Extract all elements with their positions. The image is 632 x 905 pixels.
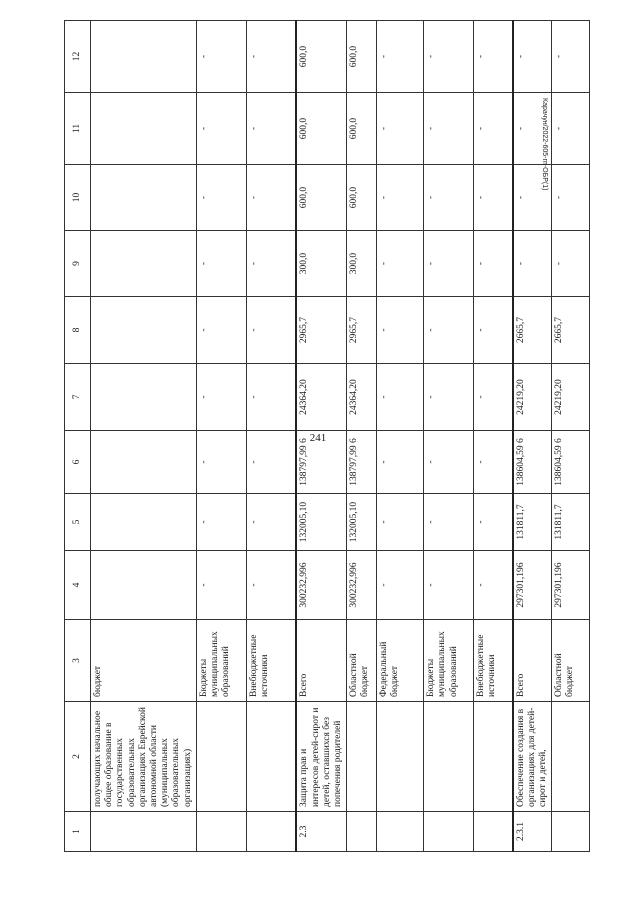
column-header-9: 9	[65, 231, 91, 297]
table-cell-col-8: -	[377, 297, 424, 364]
table-cell-col-1	[196, 812, 246, 852]
table-cell-col-11: -	[513, 93, 552, 165]
column-header-1: 1	[65, 812, 91, 852]
table-cell-col-4: 297301,196	[513, 551, 552, 620]
table-cell-col-10: -	[513, 165, 552, 231]
table-cell-col-9: -	[424, 231, 474, 297]
table-row	[296, 21, 346, 852]
table-cell-col-8: -	[246, 297, 296, 364]
table-cell-col-12: -	[513, 21, 552, 93]
table-cell-col-7: -	[474, 364, 513, 431]
table-cell-col-3: Областной бюджет	[552, 620, 590, 702]
table-row	[552, 21, 590, 852]
table-cell-col-10: -	[246, 165, 296, 231]
table-cell-col-11: -	[474, 93, 513, 165]
table-row	[347, 21, 377, 852]
table-cell-col-12: -	[474, 21, 513, 93]
table-cell-col-1	[424, 812, 474, 852]
table-cell-col-1: 2.3.1	[513, 812, 552, 852]
table-cell-col-11: -	[424, 93, 474, 165]
table-cell-col-4: 300232,996	[296, 551, 346, 620]
table-cell-col-9: -	[474, 231, 513, 297]
table-cell-col-10: 600,0	[347, 165, 377, 231]
table-cell-col-4: 297301,196	[552, 551, 590, 620]
table-cell-col-1	[91, 812, 197, 852]
table-cell-col-2	[377, 702, 424, 812]
table-cell-col-7: 24219,20	[513, 364, 552, 431]
table-cell-col-2	[474, 702, 513, 812]
table-cell-col-1	[552, 812, 590, 852]
table-cell-col-8: 2665,7	[552, 297, 590, 364]
table-cell-col-6: -	[474, 431, 513, 494]
column-header-11: 11	[65, 93, 91, 165]
table-cell-col-7: 24364,20	[347, 364, 377, 431]
table-cell-col-4: -	[474, 551, 513, 620]
table-cell-col-12: 600,0	[296, 21, 346, 93]
table-cell-col-9: -	[196, 231, 246, 297]
table-cell-col-12: 600,0	[347, 21, 377, 93]
table-cell-col-4: -	[196, 551, 246, 620]
table-cell-col-3: Федеральный бюджет	[377, 620, 424, 702]
column-header-4: 4	[65, 551, 91, 620]
table-row	[196, 21, 246, 852]
table-cell-col-3: Бюджеты муниципальных образований	[424, 620, 474, 702]
table-cell-col-1	[246, 812, 296, 852]
column-header-2: 2	[65, 702, 91, 812]
table-cell-col-9: 300,0	[296, 231, 346, 297]
table-cell-col-8: 2965,7	[296, 297, 346, 364]
table-cell-col-12: -	[196, 21, 246, 93]
table-cell-col-5: -	[424, 494, 474, 551]
table-cell-col-12: -	[377, 21, 424, 93]
table-cell-col-9: 300,0	[347, 231, 377, 297]
table-cell-col-11: -	[196, 93, 246, 165]
table-cell-col-6	[91, 431, 197, 494]
table-cell-col-4: 300232,996	[347, 551, 377, 620]
table-cell-col-1	[347, 812, 377, 852]
table-cell-col-10: -	[552, 165, 590, 231]
table-cell-col-5: 132005,10	[347, 494, 377, 551]
table-cell-col-8: -	[474, 297, 513, 364]
table-cell-col-9	[91, 231, 197, 297]
table-cell-col-3: Областной бюджет	[347, 620, 377, 702]
table-cell-col-6: -	[246, 431, 296, 494]
column-header-7: 7	[65, 364, 91, 431]
table-cell-col-11: 600,0	[296, 93, 346, 165]
table-cell-col-11: -	[377, 93, 424, 165]
column-header-12: 12	[65, 21, 91, 93]
table-cell-col-4	[91, 551, 197, 620]
table-cell-col-12: -	[246, 21, 296, 93]
table-cell-col-8: -	[424, 297, 474, 364]
table-cell-col-9: -	[513, 231, 552, 297]
table-cell-col-1	[377, 812, 424, 852]
table-row	[513, 21, 552, 852]
document-stamp: Карачун/2022-605-гп-ОБР(1)	[541, 98, 548, 191]
table-cell-col-7: 24364,20	[296, 364, 346, 431]
table-cell-col-3: Внебюджетные источники	[474, 620, 513, 702]
table-cell-col-10: -	[474, 165, 513, 231]
table-cell-col-7: -	[246, 364, 296, 431]
table-cell-col-7: -	[196, 364, 246, 431]
table-cell-col-3: Бюджеты муниципальных образований	[196, 620, 246, 702]
table-cell-col-2: Обеспечение создания в организациях для детей-сирот и детей,	[513, 702, 552, 812]
table-cell-col-5: -	[196, 494, 246, 551]
table-cell-col-6: -	[424, 431, 474, 494]
table-cell-col-7: 24219,20	[552, 364, 590, 431]
table-cell-col-3: Внебюджетные источники	[246, 620, 296, 702]
table-cell-col-5: 131811,7	[513, 494, 552, 551]
budget-table	[64, 20, 590, 852]
table-cell-col-2	[424, 702, 474, 812]
table-cell-col-3: Всего	[513, 620, 552, 702]
table-cell-col-3: Всего	[296, 620, 346, 702]
table-cell-col-5: -	[377, 494, 424, 551]
table-cell-col-4: -	[424, 551, 474, 620]
table-cell-col-6: 138797,99 6	[296, 431, 346, 494]
table-cell-col-2: Защита прав и интересов детей-сирот и детей, оставшихся без попечения родителей	[296, 702, 346, 812]
table-cell-col-5: -	[474, 494, 513, 551]
table-cell-col-6: -	[196, 431, 246, 494]
table-cell-col-9: -	[377, 231, 424, 297]
column-header-3: 3	[65, 620, 91, 702]
column-header-5: 5	[65, 494, 91, 551]
table-cell-col-10: 600,0	[296, 165, 346, 231]
table-cell-col-4: -	[246, 551, 296, 620]
table-cell-col-8	[91, 297, 197, 364]
table-cell-col-5: -	[246, 494, 296, 551]
table-cell-col-8: -	[196, 297, 246, 364]
table-cell-col-2	[347, 702, 377, 812]
table-cell-col-7: -	[424, 364, 474, 431]
column-header-6: 6	[65, 431, 91, 494]
table-cell-col-12: -	[424, 21, 474, 93]
table-cell-col-12	[91, 21, 197, 93]
table-cell-col-2	[246, 702, 296, 812]
table-row	[424, 21, 474, 852]
table-cell-col-9: -	[246, 231, 296, 297]
table-cell-col-11: -	[246, 93, 296, 165]
table-row	[377, 21, 424, 852]
column-header-8: 8	[65, 297, 91, 364]
table-header-row	[65, 21, 91, 852]
table-cell-col-6: -	[377, 431, 424, 494]
table-row	[246, 21, 296, 852]
table-cell-col-5	[91, 494, 197, 551]
table-cell-col-6: 138604,59 6	[513, 431, 552, 494]
table-cell-col-8: 2965,7	[347, 297, 377, 364]
table-cell-col-11: -	[552, 93, 590, 165]
table-cell-col-1	[474, 812, 513, 852]
column-header-10: 10	[65, 165, 91, 231]
table-cell-col-10: -	[196, 165, 246, 231]
table-cell-col-2	[196, 702, 246, 812]
table-cell-col-5: 132005,10	[296, 494, 346, 551]
table-cell-col-2: получающих начальное общее образование в государственных образовательных организациях Еврейской автономной области (муниципальных образовательных организациях)	[91, 702, 197, 812]
table-cell-col-7	[91, 364, 197, 431]
table-cell-col-1: 2.3	[296, 812, 346, 852]
table-cell-col-10: -	[424, 165, 474, 231]
table-cell-col-2	[552, 702, 590, 812]
table-cell-col-12: -	[552, 21, 590, 93]
table-row	[474, 21, 513, 852]
table-row	[91, 21, 197, 852]
table-cell-col-7: -	[377, 364, 424, 431]
table-cell-col-6: 138604,59 6	[552, 431, 590, 494]
table-cell-col-4: -	[377, 551, 424, 620]
table-cell-col-5: 131811,7	[552, 494, 590, 551]
table-cell-col-11: 600,0	[347, 93, 377, 165]
table-cell-col-3: бюджет	[91, 620, 197, 702]
table-cell-col-9: -	[552, 231, 590, 297]
page-number: 241	[309, 432, 327, 444]
table-cell-col-10: -	[377, 165, 424, 231]
table-cell-col-11	[91, 93, 197, 165]
table-cell-col-10	[91, 165, 197, 231]
table-cell-col-8: 2665,7	[513, 297, 552, 364]
table-cell-col-6: 138797,99 6	[347, 431, 377, 494]
